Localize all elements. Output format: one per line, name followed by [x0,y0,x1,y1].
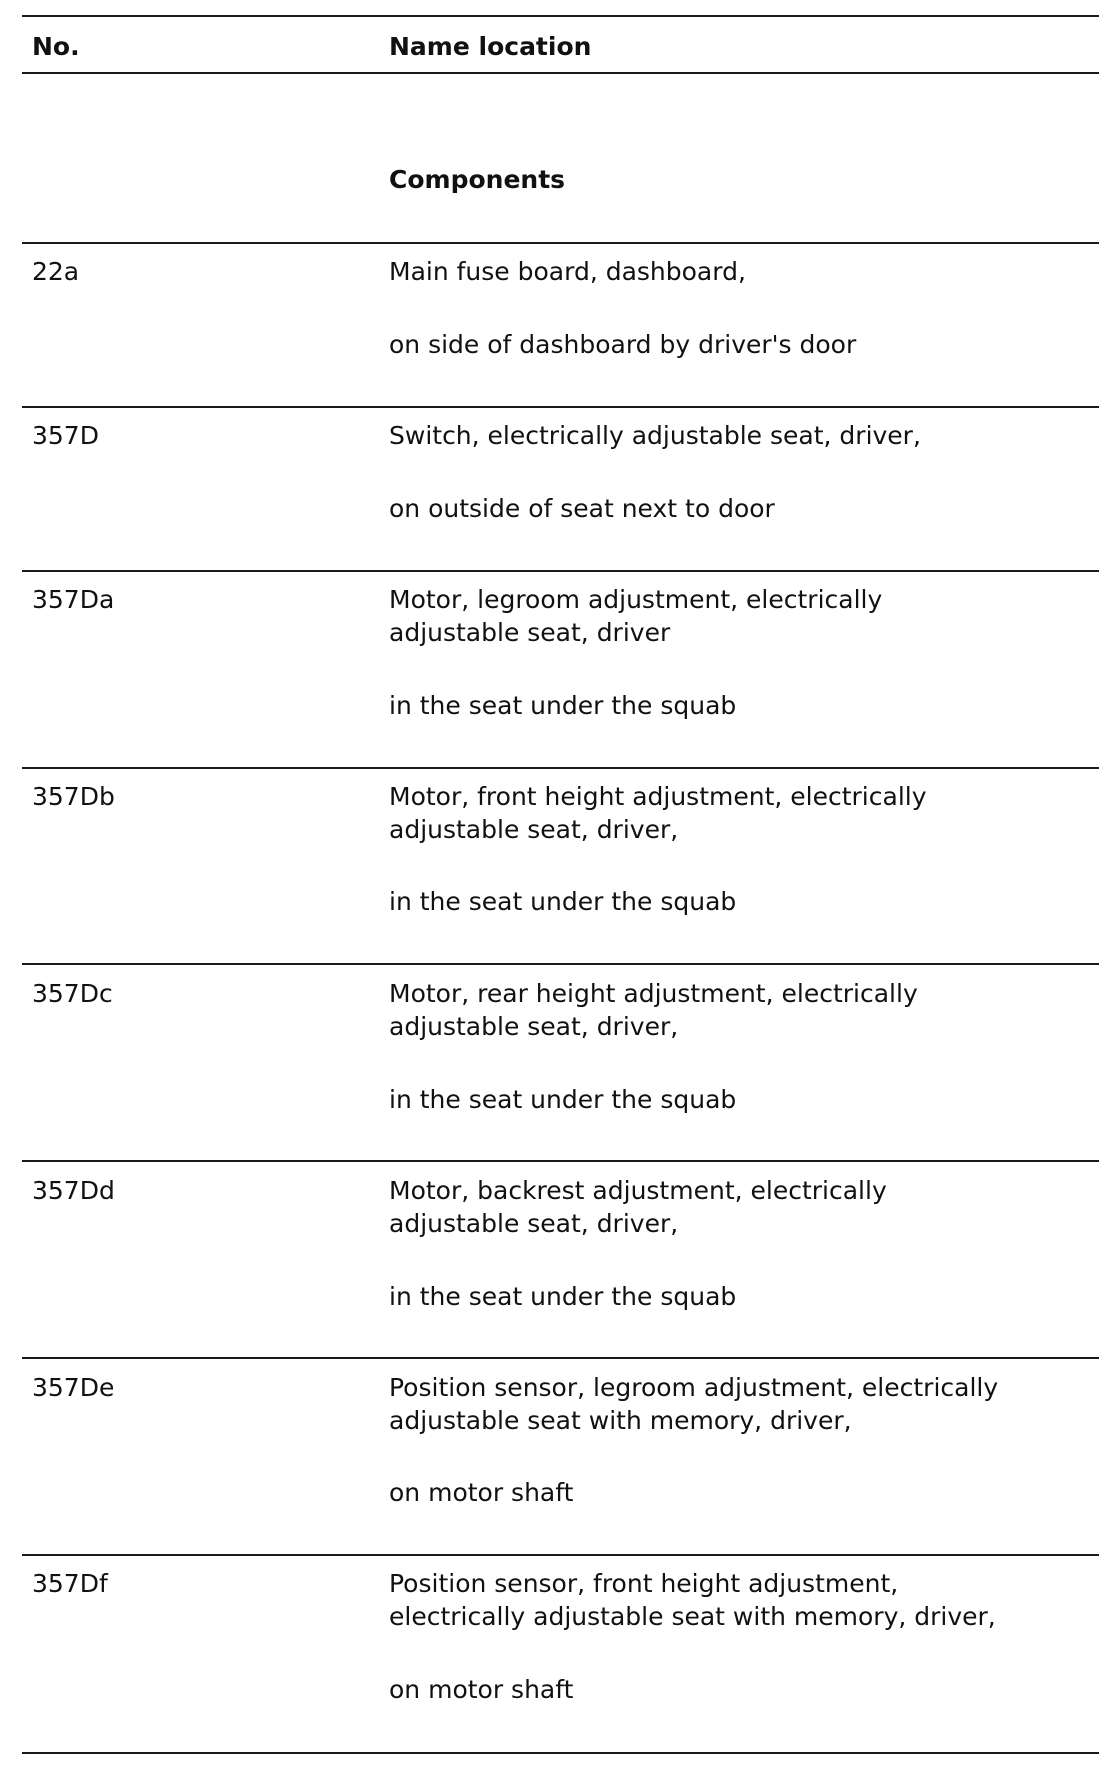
row-name-cont: adjustable seat, driver, [389,1209,679,1238]
header-name-location: Name location [389,32,592,61]
row-location: on motor shaft [389,1675,574,1704]
row-name-cont: adjustable seat with memory, driver, [389,1406,852,1435]
row-name: Motor, legroom adjustment, electrically [389,585,883,614]
row-rule [22,1554,1099,1556]
row-rule [22,767,1099,769]
row-number: 357Dc [32,979,113,1008]
row-name: Position sensor, front height adjustment, [389,1569,899,1598]
row-location: in the seat under the squab [389,1085,737,1114]
row-name: Motor, front height adjustment, electrically [389,782,927,811]
row-name: Position sensor, legroom adjustment, electrically [389,1373,999,1402]
row-rule [22,1160,1099,1162]
section-rule [22,242,1099,244]
row-name-cont: adjustable seat, driver, [389,1012,679,1041]
row-rule [22,1357,1099,1359]
row-number: 357D [32,421,99,450]
row-number: 357Dd [32,1176,115,1205]
header-bottom-rule [22,72,1099,74]
row-number: 22a [32,257,80,286]
row-name: Motor, rear height adjustment, electrically [389,979,918,1008]
row-rule [22,963,1099,965]
row-location: in the seat under the squab [389,1282,737,1311]
row-number: 357Da [32,585,115,614]
table-top-rule [22,15,1099,17]
row-location: on motor shaft [389,1478,574,1507]
row-name: Main fuse board, dashboard, [389,257,746,286]
row-number: 357De [32,1373,115,1402]
row-location: on outside of seat next to door [389,494,775,523]
row-location: in the seat under the squab [389,691,737,720]
header-no: No. [32,32,80,61]
row-name: Switch, electrically adjustable seat, driver, [389,421,921,450]
row-number: 357Db [32,782,115,811]
row-rule [22,570,1099,572]
row-name-cont: electrically adjustable seat with memory, driver, [389,1602,996,1631]
section-title: Components [389,165,566,194]
row-location: in the seat under the squab [389,887,737,916]
table-bottom-rule [22,1752,1099,1754]
row-location: on side of dashboard by driver's door [389,330,857,359]
row-name-cont: adjustable seat, driver, [389,815,679,844]
row-rule [22,406,1099,408]
row-name-cont: adjustable seat, driver [389,618,671,647]
row-number: 357Df [32,1569,108,1598]
row-name: Motor, backrest adjustment, electrically [389,1176,887,1205]
